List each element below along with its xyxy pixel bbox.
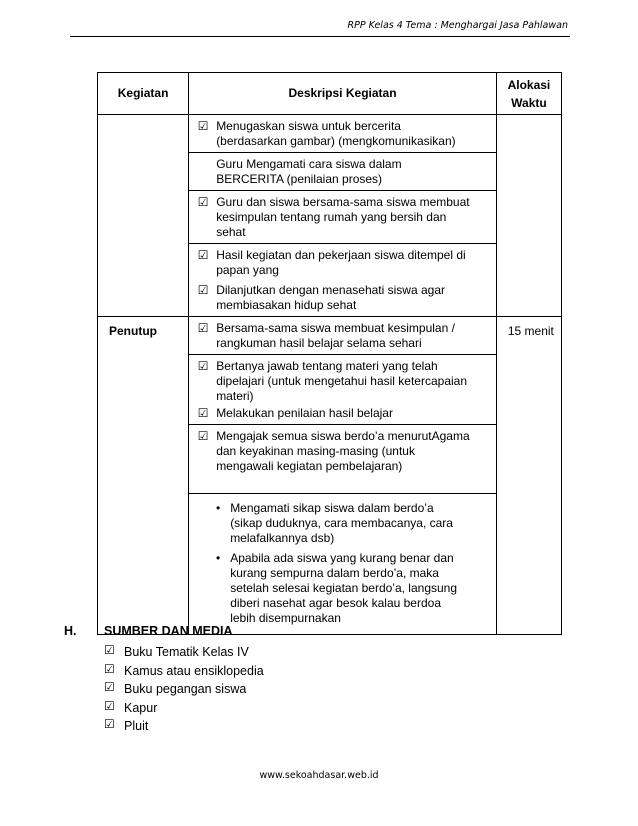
- checkbox-icon: ☑: [104, 717, 115, 731]
- table-header-row: [98, 73, 562, 115]
- checklist-item: [190, 406, 495, 423]
- deskripsi-cell: [189, 494, 497, 635]
- header-alokasi: [496, 73, 561, 115]
- page-header-title: RPP Kelas 4 Tema : Menghargai Jasa Pahlawan: [347, 20, 568, 31]
- deskripsi-cell: [189, 317, 497, 355]
- checklist-item: [190, 356, 495, 406]
- item-text-line: (berdasarkan gambar) (mengkomunikasikan): [216, 134, 456, 148]
- footer-url: www.sekoahdasar.web.id: [259, 770, 379, 781]
- list-item: [104, 662, 264, 681]
- alokasi-value: 15 menit: [507, 324, 554, 338]
- deskripsi-cell: [189, 355, 497, 425]
- section-title: SUMBER DAN MEDIA: [104, 624, 233, 638]
- header-kegiatan: Kegiatan: [98, 73, 189, 115]
- resource-label: Buku Tematik Kelas IV: [124, 645, 249, 659]
- item-text-line: dipelajari (untuk mengetahui hasil ketercapaian: [216, 374, 468, 388]
- checkbox-icon: ☑: [197, 119, 209, 133]
- checkbox-icon: ☑: [104, 680, 115, 694]
- checklist-item: [190, 280, 495, 315]
- item-text-line: Menugaskan siswa untuk bercerita: [216, 119, 401, 133]
- table-row: [98, 317, 562, 355]
- header-alokasi-line1: Alokasi: [507, 78, 551, 92]
- checkbox-icon: ☑: [197, 406, 209, 420]
- header-alokasi-line2: Waktu: [511, 96, 547, 110]
- item-text-line: membiasakan hidup sehat: [216, 298, 357, 312]
- alokasi-cell: [496, 317, 561, 635]
- list-item: [104, 717, 264, 736]
- item-text-line: Hasil kegiatan dan pekerjaan siswa ditempel di: [216, 248, 466, 262]
- item-text-line: sehat: [216, 225, 246, 239]
- bullet-list: [190, 495, 495, 633]
- item-text-line: melafalkannya dsb): [230, 531, 335, 545]
- deskripsi-cell: [189, 191, 497, 244]
- item-text-line: Bersama-sama siswa membuat kesimpulan /: [216, 321, 455, 335]
- checkbox-icon: ☑: [104, 698, 115, 713]
- checkbox-icon: ☑: [197, 283, 209, 297]
- item-text-line: Mengajak semua siswa berdo’a menurutAgama: [216, 429, 470, 443]
- section-letter: H.: [64, 624, 77, 638]
- item-text-line: kurang sempurna dalam berdo’a, maka: [230, 566, 439, 580]
- item-text-line: Dilanjutkan dengan menasehati siswa agar: [216, 283, 445, 297]
- deskripsi-cell: [189, 244, 497, 317]
- item-text-line: lebih disempurnakan: [230, 611, 341, 625]
- plain-item: [190, 154, 495, 189]
- section-heading: [64, 624, 232, 638]
- item-text-line: diberi nasehat agar besok kalau berdoa: [230, 596, 442, 610]
- header-deskripsi: Deskripsi Kegiatan: [189, 73, 497, 115]
- checklist-item: [190, 318, 495, 353]
- item-text-line: Guru dan siswa bersama-sama siswa membuat: [216, 195, 470, 209]
- kegiatan-cell: [98, 317, 189, 635]
- item-text-line: Bertanya jawab tentang materi yang telah: [216, 359, 438, 373]
- item-text-line: kesimpulan tentang rumah yang bersih dan: [216, 210, 447, 224]
- item-text-line: BERCERITA (penilaian proses): [216, 172, 383, 186]
- table-row: [98, 115, 562, 153]
- checkbox-icon: ☑: [104, 643, 115, 657]
- bullet-item: [190, 501, 489, 546]
- item-text-line: rangkuman hasil belajar selama sehari: [216, 336, 422, 350]
- kegiatan-label: Penutup: [109, 324, 157, 338]
- resource-label: Kamus atau ensiklopedia: [124, 663, 264, 678]
- checklist-item: [190, 426, 495, 476]
- item-text-line: setelah selesai kegiatan berdo’a, langsung: [230, 581, 458, 595]
- resource-label: Buku pegangan siswa: [124, 682, 247, 696]
- alokasi-cell-empty: [496, 115, 561, 317]
- item-text-line: Guru Mengamati cara siswa dalam: [216, 157, 402, 171]
- bullet-icon: •: [215, 551, 221, 565]
- deskripsi-cell: [189, 425, 497, 494]
- checkbox-icon: ☑: [197, 195, 209, 209]
- item-text-line: papan yang: [216, 263, 279, 277]
- item-text-line: materi): [216, 389, 254, 403]
- resource-label: Kapur: [124, 700, 158, 715]
- checkbox-icon: ☑: [197, 321, 209, 335]
- activity-table: [97, 72, 562, 635]
- checklist-item: [190, 192, 495, 242]
- resource-list: [104, 643, 264, 736]
- deskripsi-cell: [189, 115, 497, 153]
- checklist-item: [190, 245, 495, 280]
- bullet-item: [190, 551, 489, 626]
- list-item: [104, 643, 264, 662]
- bullet-icon: •: [215, 501, 221, 515]
- item-text-line: (sikap duduknya, cara membacanya, cara: [230, 516, 453, 530]
- header-rule: [70, 36, 570, 37]
- item-text-line: Apabila ada siswa yang kurang benar dan: [230, 551, 454, 565]
- resource-label: Pluit: [124, 719, 149, 733]
- kegiatan-cell-empty: [98, 115, 189, 317]
- checkbox-icon: ☑: [104, 661, 115, 676]
- list-item: [104, 680, 264, 699]
- item-text-line: Mengamati sikap siswa dalam berdo’a: [230, 501, 434, 515]
- checklist-item: [190, 116, 495, 151]
- checkbox-icon: ☑: [197, 248, 209, 262]
- deskripsi-cell: [189, 153, 497, 191]
- checkbox-icon: ☑: [197, 429, 209, 443]
- spacer: [190, 476, 495, 492]
- checkbox-icon: ☑: [197, 359, 209, 373]
- item-text-line: mengawali kegiatan pembelajaran): [216, 459, 403, 473]
- item-text-line: dan keyakinan masing-masing (untuk: [216, 444, 415, 458]
- item-text-line: Melakukan penilaian hasil belajar: [216, 406, 393, 420]
- list-item: [104, 699, 264, 718]
